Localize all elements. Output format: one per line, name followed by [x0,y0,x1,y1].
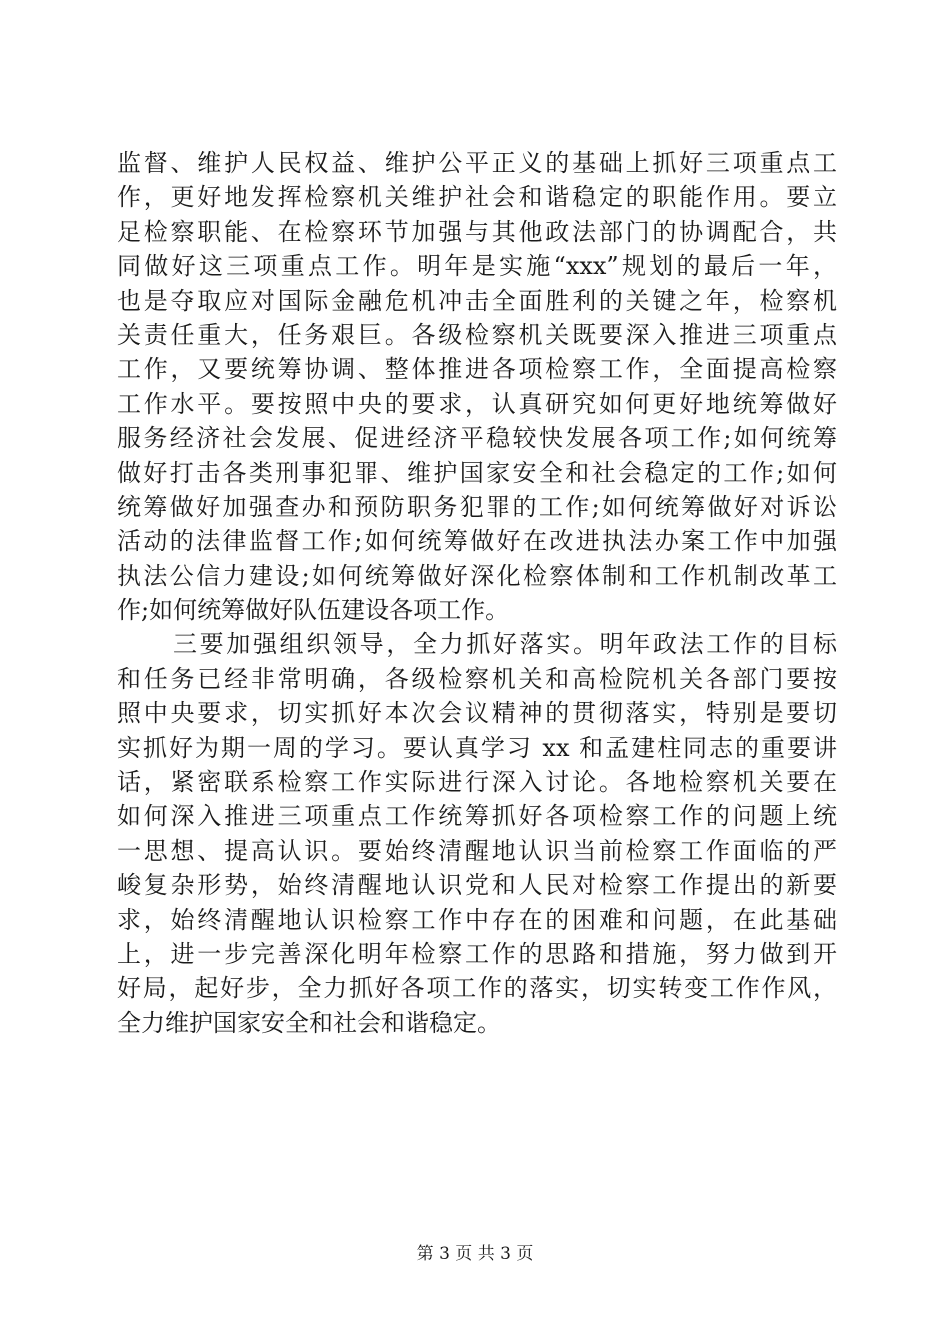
text-line: 全力维护国家安全和社会和谐稳定。 [117,1008,501,1037]
text-line: 执法公信力建设;如何统筹做好深化检察体制和工作机制改革工 [117,561,837,590]
text-line: 同做好这三项重点工作。明年是实施“xxx”规划的最后一年， [117,252,837,281]
text-line: 如何深入推进三项重点工作统筹抓好各项检察工作的问题上统 [117,802,837,831]
text-line: 上，进一步完善深化明年检察工作的思路和措施，努力做到开 [117,939,837,968]
text-line: 求，始终清醒地认识检察工作中存在的困难和问题，在此基础 [117,905,837,934]
text-line: 监督、维护人民权益、维护公平正义的基础上抓好三项重点工 [117,149,837,177]
paragraph-2 [117,627,837,1040]
text-line: 统筹做好加强查办和预防职务犯罪的工作;如何统筹做好对诉讼 [117,492,837,521]
page-number-footer: 第 3 页 共 3 页 [416,1244,534,1264]
text-line: 实抓好为期一周的学习。要认真学习 xx 和孟建柱同志的重要讲 [117,733,837,762]
paragraph-1 [117,146,837,627]
text-line: 也是夺取应对国际金融危机冲击全面胜利的关键之年，检察机 [117,286,837,315]
text-line: 峻复杂形势，始终清醒地认识党和人民对检察工作提出的新要 [117,871,837,900]
text-line: 话，紧密联系检察工作实际进行深入讨论。各地检察机关要在 [117,768,837,797]
text-line: 工作水平。要按照中央的要求，认真研究如何更好地统筹做好 [117,389,837,418]
text-line: 做好打击各类刑事犯罪、维护国家安全和社会稳定的工作;如何 [117,458,837,487]
text-line: 关责任重大，任务艰巨。各级检察机关既要深入推进三项重点 [117,320,837,349]
text-line: 好局，起好步，全力抓好各项工作的落实，切实转变工作作风， [117,974,837,1003]
text-line: 作;如何统筹做好队伍建设各项工作。 [117,596,510,625]
text-line: 三要加强组织领导，全力抓好落实。明年政法工作的目标 [173,630,837,659]
text-line: 一思想、提高认识。要始终清醒地认识当前检察工作面临的严 [117,836,837,865]
document-body [117,146,837,1040]
text-line: 作，更好地发挥检察机关维护社会和谐稳定的职能作用。要立 [117,183,837,212]
text-line: 活动的法律监督工作;如何统筹做好在改进执法办案工作中加强 [117,527,837,556]
text-line: 照中央要求，切实抓好本次会议精神的贯彻落实，特别是要切 [117,699,837,728]
text-line: 和任务已经非常明确，各级检察机关和高检院机关各部门要按 [117,664,837,693]
text-line: 服务经济社会发展、促进经济平稳较快发展各项工作;如何统筹 [117,424,837,453]
text-line: 工作，又要统筹协调、整体推进各项检察工作，全面提高检察 [117,355,837,384]
text-line: 足检察职能、在检察环节加强与其他政法部门的协调配合，共 [117,217,837,246]
